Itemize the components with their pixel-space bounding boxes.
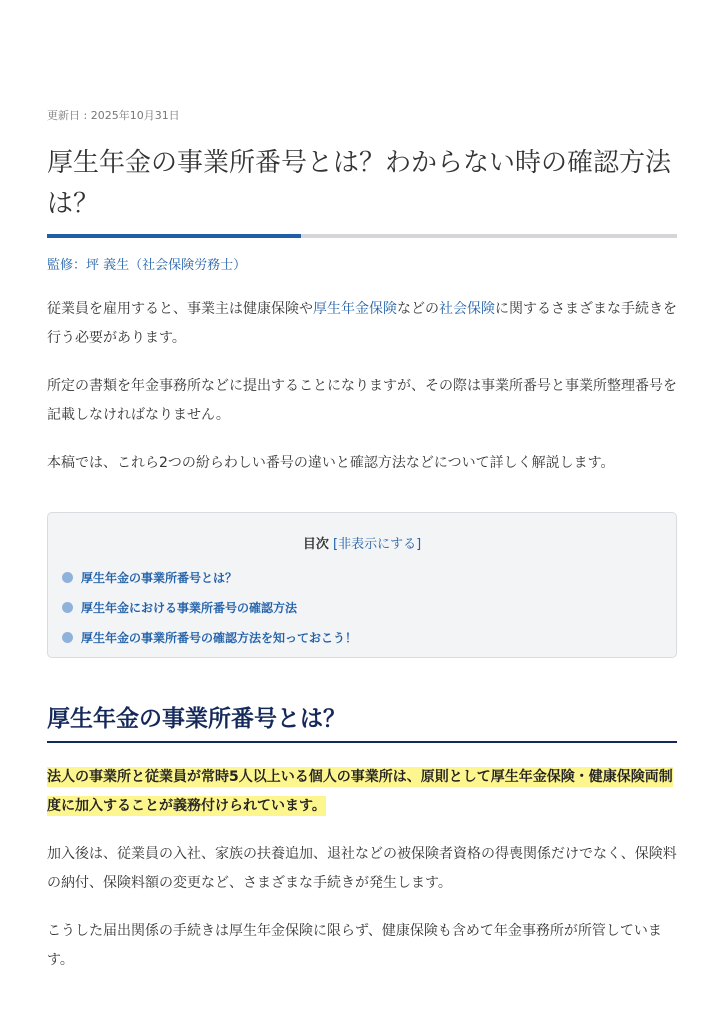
highlight-paragraph [47,763,677,821]
supervisor-credit: 監修：坪 義生（社会保険労務士） [47,258,247,273]
bullet-icon [62,632,73,643]
section-heading: 厚生年金の事業所番号とは？ [47,706,346,732]
intro-text: に関するさまざまな手続きを行う必要があります。 [47,301,677,346]
page-title: 厚生年金の事業所番号とは？わからない時の確認方法は？ [47,148,672,219]
toc-title: 目次 [302,537,329,552]
table-of-contents [47,512,677,658]
highlight-marker: 法人の事業所と従業員が常時5人以上いる個人の事業所は、原則として厚生年金保険・健康保険両制度に加入することが義務付けられています。 [47,769,673,814]
section-paragraph-1: 加入後は、従業員の入社、家族の扶養追加、退社などの被保険者資格の得喪関係だけでなく、保険料の納付、保険料額の変更など、さまざまな手続きが発生します。 [47,846,677,891]
title-underline [47,234,677,238]
intro-paragraph-1 [47,295,677,353]
section-heading-underline [47,741,677,743]
toc-header [48,533,676,552]
intro-paragraph-2: 所定の書類を年金事務所などに提出することになりますが、その際は事業所番号と事業所整理番号を記載しなければなりません。 [47,378,677,423]
toc-toggle-link[interactable]: [非表示にする] [333,537,422,552]
toc-item-label: 厚生年金の事業所番号とは？ [81,570,238,585]
toc-item-label: 厚生年金における事業所番号の確認方法 [81,600,298,615]
title-underline-accent [47,234,301,238]
section-paragraph-2: こうした届出関係の手続きは厚生年金保険に限らず、健康保険も含めて年金事務所が所管しています。 [47,923,662,968]
link-shakai-hoken[interactable]: 社会保険 [439,301,495,317]
intro-text: 従業員を雇用すると、事業主は健康保険や [47,301,313,317]
bullet-icon [62,602,73,613]
intro-text: などの [397,301,439,317]
toc-item-label: 厚生年金の事業所番号の確認方法を知っておこう！ [81,630,358,645]
toc-item[interactable] [62,627,357,647]
toc-item[interactable] [62,567,237,587]
toc-item[interactable] [62,597,297,617]
updated-date: 更新日 : 2025年10月31日 [47,109,180,122]
link-kosei-nenkin-hoken[interactable]: 厚生年金保険 [313,301,397,317]
intro-paragraph-3: 本稿では、これら2つの紛らわしい番号の違いと確認方法などについて詳しく解説します。 [47,455,615,471]
bullet-icon [62,572,73,583]
